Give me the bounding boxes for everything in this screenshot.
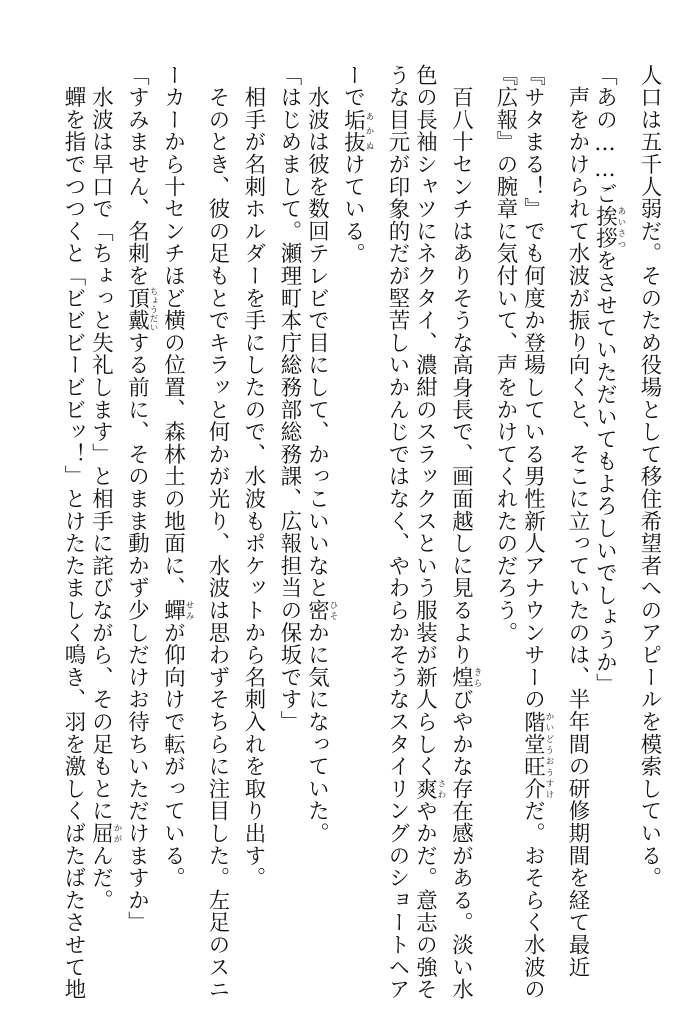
text-run: そのとき、彼の足もとでキラッと何かが光り、水波は思わずそちらに注目した。左足のスニ (205, 64, 230, 1001)
text-column (304, 64, 338, 964)
text-run: 声をかけられて水波が振り向くと、そこに立っていたのは、半年間の研修期間を経て最近 (565, 64, 590, 979)
ruby-word (412, 777, 446, 800)
ruby-word (88, 822, 122, 845)
text-column (276, 64, 302, 964)
text-column (492, 64, 518, 964)
text-column (240, 64, 266, 964)
ruby-base: 頂戴 (124, 287, 150, 332)
ruby-base: 密 (304, 599, 330, 622)
ruby-base: 煌 (448, 666, 474, 689)
ruby-word (124, 287, 158, 332)
text-run: が仰向けで転がっている。 (160, 621, 186, 890)
text-column (340, 64, 374, 964)
text-run: 百八十センチはありそうな高身長で、画面越しに見るより (448, 64, 474, 667)
text-run: 『広報』の腕章に気付いて、声をかけてくれたのだろう。 (493, 64, 518, 644)
text-column (636, 64, 662, 964)
furigana: あいさつ (616, 205, 626, 250)
furigana: ちょうだい (148, 287, 158, 332)
text-run: 蟬を指でつつくと「ビビビービビッ！」とけたたましく鳴き、羽を激しくばたばたさせて地 (61, 64, 86, 1001)
text-run: をさせていただいてもよろしいでしょうか」 (592, 249, 618, 696)
text-column (160, 64, 194, 964)
ruby-base: 屈 (88, 822, 114, 845)
text-run: 「すみません、名刺を (124, 64, 150, 287)
text-run: 「あの……ご (592, 64, 618, 205)
text-run: 色の長袖シャツにネクタイ、濃紺のスラックスという服装が新人らしく (412, 64, 438, 778)
ruby-word (340, 108, 374, 154)
furigana: あかぬ (364, 108, 374, 154)
furigana: かいどうおうすけ (544, 710, 554, 800)
ruby-base: 爽 (412, 777, 438, 800)
text-column (448, 64, 482, 1001)
text-column (88, 64, 122, 964)
ruby-word (592, 205, 626, 250)
furigana: かが (112, 822, 122, 845)
text-run: 『サタまる！』でも何度か登場している男性新人アナウンサーの (520, 64, 546, 711)
text-run: だ。おそらく水波の (520, 799, 546, 1001)
ruby-word (304, 599, 338, 622)
ruby-word (448, 666, 482, 689)
text-column (204, 64, 230, 1001)
text-run: うな目元が印象的だが堅苦しいかんじではなく、やわらかそうなスタイリングのショートヘア (385, 64, 410, 1001)
text-run: 水波は彼を数回テレビで目にして、かっこいいなと (304, 64, 330, 600)
text-run: 相手が名刺ホルダーを手にしたので、水波もポケットから名刺入れを取り出す。 (241, 64, 266, 890)
ruby-base: 階堂旺介 (520, 710, 546, 800)
text-run: する前に、そのまま動かず少しだけお待ちいただけますか」 (124, 331, 150, 934)
text-run: 水波は早口で「ちょっと失礼します」と相手に詫びながら、その足もとに (88, 64, 114, 823)
text-run: やかだ。意志の強そ (412, 799, 438, 1001)
text-run: ーカーから十センチほど横の位置、森林土の地面に、 (160, 64, 186, 600)
text-run: けている。 (340, 153, 366, 265)
ruby-base: 蟬 (160, 599, 186, 622)
furigana: ひそ (328, 599, 338, 622)
ruby-word (160, 599, 194, 622)
text-column (60, 64, 86, 1001)
furigana: せみ (184, 599, 194, 622)
text-run: 「はじめまして。瀬理町本庁総務部総務課、広報担当の保坂です」 (277, 64, 302, 733)
text-run: かに気になっていた。 (304, 621, 330, 845)
furigana: きら (472, 666, 482, 689)
text-column (520, 64, 554, 1001)
ruby-word (520, 710, 554, 800)
text-run: ーで (340, 64, 366, 109)
ruby-base: 挨拶 (592, 205, 618, 250)
text-column (412, 64, 446, 1001)
text-column (384, 64, 410, 1001)
text-column (124, 64, 158, 964)
text-column (592, 64, 626, 964)
text-run: 人口は五千人弱だ。そのため役場として移住希望者へのアピールを模索している。 (637, 64, 662, 890)
furigana: さわ (436, 777, 446, 800)
text-run: びやかな存在感がある。淡い水 (448, 688, 474, 1001)
ruby-base: 垢抜 (340, 108, 366, 154)
text-run: んだ。 (88, 844, 114, 912)
text-column (564, 64, 590, 979)
